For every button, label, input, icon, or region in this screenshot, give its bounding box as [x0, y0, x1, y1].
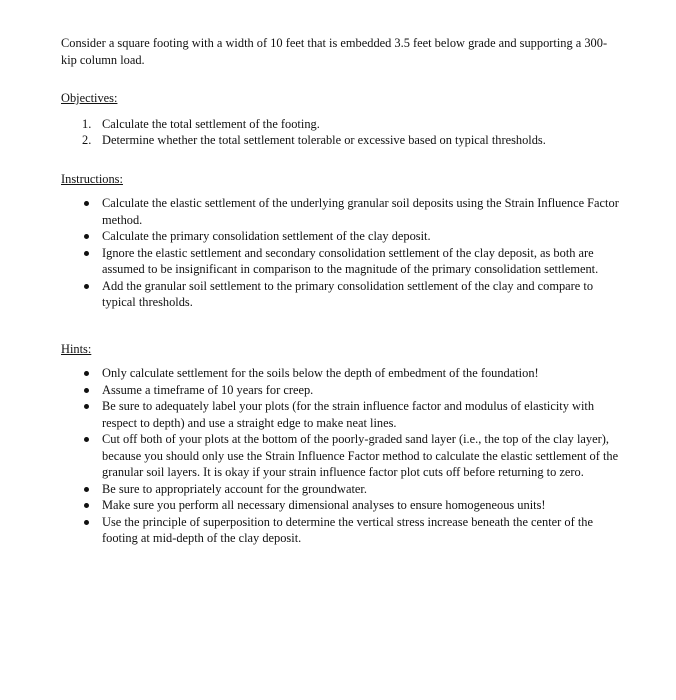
objectives-list	[61, 116, 621, 149]
hint-text: Make sure you perform all necessary dimensional analyses to ensure homogeneous units!	[102, 498, 546, 512]
objective-text: Calculate the total settlement of the footing.	[102, 116, 320, 131]
objective-number: 2.	[82, 133, 92, 147]
instructions-heading: Instructions:	[61, 171, 123, 186]
hint-text: Use the principle of superposition to determine the vertical stress increase beneath the center of the footing at mid-depth of the clay deposit.	[102, 514, 593, 545]
bullet-icon	[84, 371, 89, 376]
bullet-icon	[84, 437, 89, 442]
hint-item	[61, 514, 621, 547]
instruction-text: Calculate the primary consolidation settlement of the clay deposit.	[102, 229, 431, 243]
bullet-icon	[84, 487, 89, 492]
hint-item	[61, 365, 621, 382]
instruction-item	[61, 245, 621, 278]
bullet-icon	[84, 234, 89, 239]
bullet-icon	[84, 520, 89, 525]
hints-list	[61, 365, 621, 547]
objective-number: 1.	[82, 116, 92, 131]
hint-text: Be sure to adequately label your plots (for the strain influence factor and modulus of elasticity with respect to depth) and use a straight edge to make neat lines.	[102, 399, 595, 430]
instructions-list	[61, 195, 621, 311]
hint-item	[61, 431, 621, 481]
bullet-icon	[84, 404, 89, 409]
objective-item	[61, 132, 621, 149]
intro-paragraph: Consider a square footing with a width of 10 feet that is embedded 3.5 feet below grade and supporting a 300-kip column load.	[61, 36, 608, 67]
instruction-item	[61, 195, 621, 228]
instruction-text: Calculate the elastic settlement of the underlying granular soil deposits using the Strain Influence Factor method.	[102, 196, 619, 227]
bullet-icon	[84, 201, 89, 206]
instruction-item	[61, 228, 621, 245]
objective-item	[61, 116, 621, 133]
objective-text: Determine whether the total settlement tolerable or excessive based on typical thresholds.	[102, 133, 546, 147]
hint-text: Assume a timeframe of 10 years for creep.	[102, 382, 314, 397]
document-page	[61, 35, 621, 547]
bullet-icon	[84, 251, 89, 256]
instruction-text: Ignore the elastic settlement and secondary consolidation settlement of the clay deposit, as both are assumed to be insignificant in comparison to the magnitude of the primary consolidation settlement.	[102, 245, 599, 276]
instruction-item	[61, 278, 621, 311]
bullet-icon	[84, 388, 89, 393]
hint-text: Be sure to appropriately account for the groundwater.	[102, 481, 367, 496]
bullet-icon	[84, 284, 89, 289]
hint-item	[61, 398, 621, 431]
objectives-heading: Objectives:	[61, 91, 118, 105]
hints-heading: Hints:	[61, 341, 92, 356]
hint-item	[61, 481, 621, 498]
hint-item	[61, 497, 621, 514]
instruction-text: Add the granular soil settlement to the primary consolidation settlement of the clay and compare to typical thresholds.	[102, 278, 594, 309]
hint-text: Cut off both of your plots at the bottom of the poorly-graded sand layer (i.e., the top of the clay layer), because you should only use the Strain Influence Factor method to calculate the elastic settlement of the granular soil layers. It is okay if your strain influence factor plot cuts off before returning to zero.	[102, 432, 619, 479]
hint-item	[61, 382, 621, 399]
bullet-icon	[84, 503, 89, 508]
hint-text: Only calculate settlement for the soils below the depth of embedment of the foundation!	[102, 366, 539, 380]
